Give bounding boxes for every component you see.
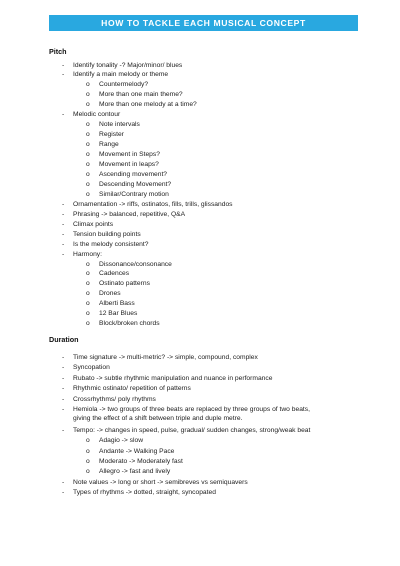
sub-list-item [86, 140, 119, 150]
sub-list-item [86, 160, 159, 170]
list-item-text: Time signature -> multi-metric? -> simple, compound, complex [73, 354, 258, 361]
sub-list-item [86, 130, 124, 140]
bullet-circle: o [86, 81, 90, 89]
sub-list-item-text: Andante -> Walking Pace [99, 447, 175, 455]
list-item-text: Crossrhythms/ poly rhythms [73, 395, 156, 403]
sub-list-item-text: Range [99, 141, 119, 149]
sub-list-item [86, 100, 197, 110]
sub-list-item-text: More than one melody at a time? [99, 101, 197, 109]
section-heading: Duration [49, 335, 79, 344]
bullet-circle: o [86, 458, 90, 465]
sub-list-item [86, 80, 149, 90]
list-item-text: Is the melody consistent? [73, 240, 149, 248]
list-item [62, 250, 102, 260]
sub-list-item [86, 90, 183, 100]
bullet-circle: o [86, 91, 90, 99]
list-item-text: Identify tonality -? Major/minor/ blues [73, 61, 183, 69]
list-item [62, 478, 248, 488]
sub-list-item [86, 299, 135, 309]
bullet-dash: - [62, 478, 65, 486]
bullet-circle: o [86, 260, 90, 268]
sub-list-item [86, 279, 150, 289]
list-item [62, 210, 186, 220]
sub-list-item-text: Block/broken chords [99, 320, 160, 328]
bullet-dash: - [62, 111, 65, 119]
bullet-circle: o [86, 180, 90, 188]
sub-list-item-text: Dissonance/consonance [99, 260, 172, 268]
bullet-circle: o [86, 300, 90, 308]
list-item [62, 426, 311, 436]
sub-list-item-text: Cadences [99, 270, 130, 278]
sub-list-item [86, 457, 183, 467]
list-item-text: Syncopation [73, 364, 110, 372]
sub-list-item-text: Countermelody? [99, 81, 149, 89]
sub-list-item-text: Drones [99, 290, 121, 298]
bullet-circle: o [86, 270, 90, 278]
bullet-dash: - [62, 395, 65, 403]
list-item-text: Hemiola -> two groups of three beats are replaced by three groups of two beats, [73, 406, 310, 413]
sub-list-item [86, 260, 172, 270]
list-item [62, 70, 169, 80]
sub-list-item-text: Allegro -> fast and lively [99, 468, 171, 476]
bullet-dash: - [62, 354, 65, 361]
bullet-circle: o [86, 310, 90, 318]
sub-list-item-text: Similar/Contrary motion [99, 190, 169, 198]
list-item-text: Tension building points [73, 230, 141, 238]
bullet-dash: - [62, 406, 65, 413]
bullet-dash: - [62, 61, 65, 69]
bullet-circle: o [86, 447, 90, 455]
bullet-dash: - [62, 385, 65, 393]
bullet-circle: o [86, 468, 90, 476]
sub-list-item [86, 269, 130, 279]
bullet-dash: - [62, 71, 65, 79]
bullet-dash: - [62, 230, 65, 238]
bullet-circle: o [86, 437, 90, 445]
bullet-circle: o [86, 320, 90, 328]
sub-list-item-text: Descending Movement? [99, 180, 172, 188]
sub-list-item-text: Ascending movement? [99, 170, 168, 178]
list-item-continuation: giving the effect of a shift between triple and duple metre. [73, 415, 243, 423]
list-item [62, 61, 183, 71]
bullet-dash: - [62, 426, 65, 434]
sub-list-item [86, 436, 144, 446]
bullet-circle: o [86, 170, 90, 178]
sub-list-item [86, 319, 160, 329]
section-heading: Pitch [49, 47, 67, 56]
list-item [62, 374, 273, 384]
list-item-text: Tempo: -> changes in speed, pulse, gradual/ sudden changes, strong/weak beat [73, 426, 311, 434]
list-item-text: Phrasing -> balanced, repetitive, Q&A [73, 210, 186, 218]
list-item-text: Melodic contour [73, 111, 121, 119]
list-item [62, 488, 216, 498]
list-item-text: Identify a main melody or theme [73, 71, 169, 79]
list-item-text: Note values -> long or short -> semibreves vs semiquavers [73, 478, 248, 486]
list-item [62, 230, 141, 240]
list-item [62, 395, 156, 405]
sub-list-item-text: Register [99, 131, 124, 139]
list-item [62, 384, 191, 394]
bullet-dash: - [62, 210, 65, 218]
list-item [62, 353, 258, 363]
sub-list-item [86, 289, 121, 299]
bullet-circle: o [86, 121, 90, 129]
bullet-dash: - [62, 374, 65, 382]
bullet-dash: - [62, 250, 65, 258]
list-item [62, 240, 149, 250]
sub-list-item [86, 190, 169, 200]
sub-list-item [86, 120, 140, 130]
sub-list-item-text: Movement in leaps? [99, 161, 159, 168]
list-item-text: Climax points [73, 220, 114, 228]
bullet-circle: o [86, 141, 90, 149]
sub-list-item [86, 309, 138, 319]
bullet-circle: o [86, 290, 90, 298]
list-item-text: Ornamentation -> riffs, ostinatos, fills, trills, glissandos [73, 200, 233, 208]
sub-list-item-text: Moderato -> Moderately fast [99, 458, 183, 465]
sub-list-item-text: Alberti Bass [99, 300, 135, 308]
sub-list-item-text: Note intervals [99, 121, 140, 129]
sub-list-item-text: Ostinato patterns [99, 280, 150, 288]
bullet-dash: - [62, 240, 65, 248]
list-item-text: Types of rhythms -> dotted, straight, syncopated [73, 489, 216, 497]
sub-list-item [86, 447, 175, 457]
bullet-circle: o [86, 101, 90, 109]
sub-list-item-text: Adagio -> slow [99, 437, 144, 445]
bullet-dash: - [62, 220, 65, 228]
bullet-circle: o [86, 190, 90, 198]
bullet-dash: - [62, 200, 65, 208]
list-item [62, 220, 114, 230]
bullet-circle: o [86, 131, 90, 139]
list-item-text: Rubato -> subtle rhythmic manipulation and nuance in performance [73, 374, 273, 382]
list-item [62, 200, 233, 210]
sub-list-item [86, 150, 160, 160]
sub-list-item [86, 467, 171, 477]
bullet-circle: o [86, 151, 90, 159]
sub-list-item-text: Movement in Steps? [99, 151, 160, 159]
bullet-circle: o [86, 161, 90, 168]
bullet-dash: - [62, 489, 65, 497]
sub-list-item [86, 170, 168, 180]
sub-list-item-text: 12 Bar Blues [99, 310, 138, 318]
bullet-circle: o [86, 280, 90, 288]
list-item [62, 363, 110, 373]
bullet-dash: - [62, 364, 65, 372]
list-item [62, 110, 121, 120]
sub-list-item [86, 180, 172, 190]
document-title-banner: HOW TO TACKLE EACH MUSICAL CONCEPT [49, 15, 358, 31]
list-item-text: Rhythmic ostinato/ repetition of patterns [73, 385, 191, 393]
sub-list-item-text: More than one main theme? [99, 91, 183, 99]
list-item-text: Harmony: [73, 250, 102, 258]
